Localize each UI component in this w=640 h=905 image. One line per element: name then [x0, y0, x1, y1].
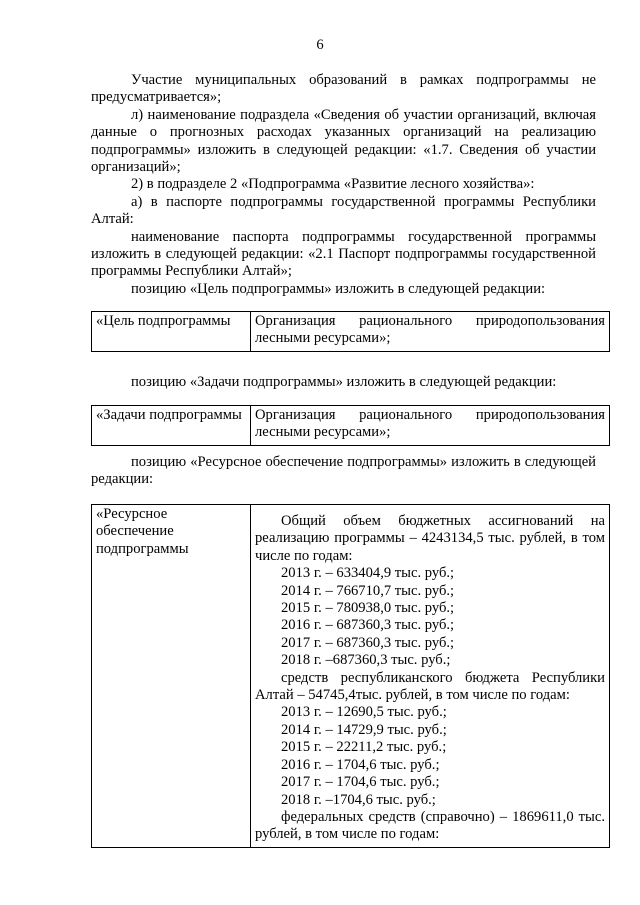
tasks-value-cell: Организация рационального природопользования лесными ресурсами»;: [251, 406, 610, 446]
year-line: 2016 г. – 687360,3 тыс. руб.;: [281, 617, 455, 634]
year-line: 2015 г. – 22211,2 тыс. руб.;: [281, 739, 447, 756]
year-line: 2014 г. – 14729,9 тыс. руб.;: [281, 721, 447, 738]
year-line: 2013 г. – 12690,5 тыс. руб.;: [281, 704, 447, 721]
paragraph: наименование паспорта подпрограммы государственной программы изложить в следующей редакции: «2.1 Паспорт подпрограммы государственной программы Республики Алтай»;: [91, 228, 596, 280]
year-line: 2014 г. – 766710,7 тыс. руб.;: [281, 582, 455, 599]
federal-intro: федеральных средств (справочно) – 1869611,0 тыс. рублей, в том числе по годам:: [255, 808, 605, 843]
paragraph: л) наименование подраздела «Сведения об участии организаций, включая данные о прогнозных расходах указанных организаций на реализацию подпрограммы» изложить в следующей редакции: «1.7. Сведения об участии организаций»;: [91, 106, 596, 176]
goal-table: [91, 311, 610, 352]
resources-label-line: обеспечение: [96, 523, 174, 540]
year-line: 2015 г. – 780938,0 тыс. руб.;: [281, 600, 455, 617]
paragraph: позицию «Ресурсное обеспечение подпрограммы» изложить в следующей редакции:: [91, 454, 596, 488]
resources-label-line: «Ресурсное: [96, 506, 168, 522]
paragraph: позицию «Задачи подпрограммы» изложить в следующей редакции:: [131, 374, 557, 390]
year-line: 2017 г. – 1704,6 тыс. руб.;: [281, 774, 440, 791]
table-row: [92, 312, 610, 352]
goal-label-cell: «Цель подпрограммы: [92, 312, 251, 352]
paragraph: 2) в подразделе 2 «Подпрограмма «Развитие лесного хозяйства»:: [131, 176, 535, 193]
between-text-2: [91, 454, 596, 489]
resources-value-cell: [251, 505, 610, 848]
paragraph: Участие муниципальных образований в рамках подпрограммы не предусматривается»;: [91, 72, 596, 106]
tasks-label-cell: «Задачи подпрограммы: [92, 406, 251, 446]
body-text: [91, 72, 596, 298]
tasks-table: [91, 405, 610, 446]
year-line: 2018 г. –1704,6 тыс. руб.;: [281, 791, 436, 808]
resources-intro: Общий объем бюджетных ассигнований на реализацию программы – 4243134,5 тыс. рублей, в том числе по годам:: [255, 513, 605, 564]
paragraph: позицию «Цель подпрограммы» изложить в следующей редакции:: [131, 280, 546, 297]
table-row: [92, 406, 610, 446]
resources-table: [91, 504, 610, 848]
between-text-1: [91, 374, 596, 391]
goal-value-cell: Организация рационального природопользования лесными ресурсами»;: [251, 312, 610, 352]
year-line: 2018 г. –687360,3 тыс. руб.;: [281, 652, 451, 669]
page-number: 6: [316, 37, 324, 53]
year-line: 2016 г. – 1704,6 тыс. руб.;: [281, 756, 440, 773]
paragraph: а) в паспорте подпрограммы государственной программы Республики Алтай:: [91, 193, 596, 228]
table-row: [92, 505, 610, 848]
regional-intro: средств республиканского бюджета Республики Алтай – 54745,4тыс. рублей, в том числе по годам:: [255, 669, 605, 704]
year-line: 2017 г. – 687360,3 тыс. руб.;: [281, 634, 455, 651]
year-line: 2013 г. – 633404,9 тыс. руб.;: [281, 565, 455, 582]
resources-label-cell: [92, 505, 251, 848]
resources-label-line: подпрограммы: [96, 540, 189, 557]
